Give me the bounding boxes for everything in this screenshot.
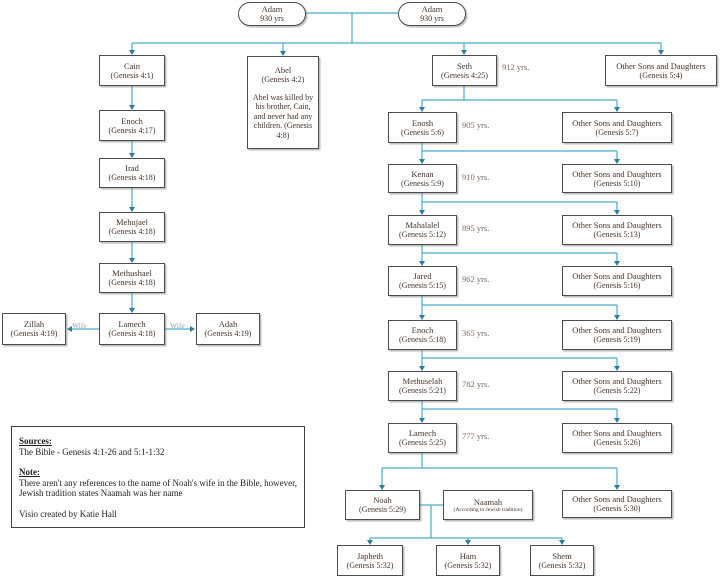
node-title: Other Sons and Daughters <box>572 325 662 335</box>
node-title: Adah <box>218 319 238 329</box>
node-shem <box>530 545 594 576</box>
node-adah <box>196 313 260 345</box>
node-title: Cain <box>123 60 141 71</box>
note-text-line1: There aren't any references to the name of Noah's wife in the Bible, however, <box>19 477 298 488</box>
node-japheth <box>337 545 403 576</box>
node-subtitle: (Genesis 5:22) <box>593 386 641 395</box>
node-subtitle: (Genesis 4:18) <box>108 278 156 287</box>
node-title: Jared <box>413 271 432 281</box>
node-subtitle: (Genesis 4:19) <box>204 329 252 338</box>
node-subtitle: (Genesis 5:7) <box>595 127 639 137</box>
node-subtitle: (According to Jewish tradition) <box>453 506 523 513</box>
node-osd8 <box>562 423 672 453</box>
cloud-name: Adam <box>261 4 283 14</box>
node-title: Other Sons and Daughters <box>572 376 662 386</box>
node-subtitle: (Genesis 5:26) <box>593 438 641 447</box>
node-title: Other Sons and Daughters <box>616 60 706 71</box>
node-title: Other Sons and Daughters <box>572 117 662 128</box>
age-label: 782 yrs. <box>462 379 490 389</box>
note-text-line2: Jewish tradition states Naamah was her name <box>19 488 183 498</box>
node-osd7 <box>562 371 672 401</box>
node-subtitle: (Genesis 5:18) <box>399 335 446 344</box>
node-enosh <box>388 112 457 143</box>
node-title: Shem <box>552 550 572 561</box>
age-label: 777 yrs. <box>462 431 490 441</box>
node-enoch4 <box>99 110 165 141</box>
node-naamah <box>443 490 533 520</box>
node-subtitle: (Genesis 5:21) <box>399 386 446 395</box>
cloud-name: Adam <box>421 4 443 14</box>
wife-label-right: Wife <box>170 321 185 330</box>
node-subtitle: (Genesis 5:19) <box>593 335 641 344</box>
node-title: Irad <box>125 163 139 173</box>
cloud-adam1 <box>238 2 306 26</box>
node-abel <box>247 56 319 149</box>
node-subtitle: (Genesis 4:18) <box>108 173 156 182</box>
node-mahalalel <box>388 215 457 245</box>
node-title: Mehujael <box>115 217 149 227</box>
node-title: Abel <box>274 64 292 75</box>
node-lamech4 <box>99 313 165 345</box>
node-subtitle: (Genesis 5:25) <box>399 438 446 447</box>
node-jared <box>388 266 457 296</box>
node-osd3 <box>562 164 672 193</box>
node-osd5 <box>562 266 672 296</box>
node-subtitle: (Genesis 5:4) <box>639 70 683 80</box>
node-lamech5 <box>388 423 457 453</box>
node-subtitle: (Genesis 5:15) <box>399 281 446 290</box>
sources-text: The Bible - Genesis 4:1-26 and 5:1-1:32 <box>19 446 165 457</box>
node-title: Zillah <box>23 319 45 329</box>
node-methushael <box>99 263 165 293</box>
node-subtitle: (Genesis 5:9) <box>401 178 444 188</box>
node-note-text: Abel was killed by his brother, Cain, and never had any children. (Genesis 4:8) <box>252 92 314 140</box>
node-subtitle: (Genesis 5:32) <box>444 560 492 570</box>
node-subtitle: (Genesis 4:18) <box>108 329 156 338</box>
node-subtitle: (Genesis 5:32) <box>346 560 394 570</box>
node-osd1 <box>605 55 717 86</box>
cloud-years: 930 yrs <box>420 14 444 23</box>
node-subtitle: (Genesis 4:25) <box>441 70 488 80</box>
age-label: 912 yrs. <box>502 62 530 72</box>
node-title: Other Sons and Daughters <box>572 428 662 438</box>
node-subtitle: (Genesis 5:12) <box>399 230 446 239</box>
node-title: Other Sons and Daughters <box>572 220 662 230</box>
node-subtitle: (Genesis 4:2) <box>261 74 305 84</box>
node-title: Methuselah <box>402 376 443 386</box>
cloud-adam2 <box>398 2 466 26</box>
node-irad <box>99 158 165 188</box>
age-label: 910 yrs. <box>462 172 490 182</box>
node-title: Enoch <box>411 325 434 335</box>
node-subtitle: (Genesis 5:13) <box>593 230 641 239</box>
node-subtitle: (Genesis 4:1) <box>110 70 154 80</box>
node-title: Enoch <box>121 115 143 126</box>
sources-heading: Sources: <box>19 436 52 446</box>
node-osd6 <box>562 320 672 350</box>
node-subtitle: (Genesis 5:29) <box>359 505 406 514</box>
node-osd9 <box>562 490 672 518</box>
note-box <box>11 426 305 528</box>
node-noah <box>345 490 420 520</box>
node-osd4 <box>562 215 672 245</box>
cloud-years: 930 yrs <box>260 14 284 23</box>
node-subtitle: (Genesis 5:6) <box>401 127 444 137</box>
node-title: Methushael <box>112 268 152 278</box>
node-subtitle: (Genesis 4:18) <box>108 227 156 236</box>
node-ham <box>436 545 500 576</box>
age-label: 905 yrs. <box>462 120 490 130</box>
node-cain <box>99 55 165 86</box>
node-title: Noah <box>373 495 392 505</box>
node-methuselah <box>388 371 457 401</box>
age-label: 895 yrs. <box>462 223 490 233</box>
node-title: Japheth <box>357 550 383 561</box>
node-subtitle: (Genesis 5:16) <box>593 281 641 290</box>
wife-label-left: Wife <box>72 321 87 330</box>
node-enoch5 <box>388 320 457 350</box>
node-subtitle: (Genesis 5:10) <box>593 178 641 188</box>
node-title: Seth <box>456 60 473 71</box>
node-title: Ham <box>459 550 477 561</box>
node-seth <box>432 55 497 86</box>
node-subtitle: (Genesis 4:17) <box>108 125 156 135</box>
note-heading: Note: <box>19 467 40 477</box>
node-title: Enosh <box>411 117 434 128</box>
credit-text: Visio created by Katie Hall <box>19 508 117 519</box>
node-zillah <box>2 313 66 345</box>
node-title: Other Sons and Daughters <box>572 494 662 504</box>
node-title: Other Sons and Daughters <box>572 271 662 281</box>
age-label: 962 yrs. <box>462 274 490 284</box>
node-title: Mahalalel <box>405 220 440 230</box>
node-subtitle: (Genesis 4:19) <box>10 329 58 338</box>
age-label: 365 yrs. <box>462 328 490 338</box>
node-subtitle: (Genesis 5:30) <box>593 504 641 513</box>
node-title: Lamech <box>118 319 146 329</box>
node-subtitle: (Genesis 5:32) <box>538 560 586 570</box>
node-kenan <box>388 164 457 193</box>
node-osd2 <box>562 112 672 143</box>
node-title: Naamah <box>473 496 503 507</box>
node-title: Kenan <box>411 168 434 179</box>
node-title: Other Sons and Daughters <box>572 168 662 179</box>
node-title: Lamech <box>408 428 437 438</box>
node-mehujael <box>99 212 165 242</box>
